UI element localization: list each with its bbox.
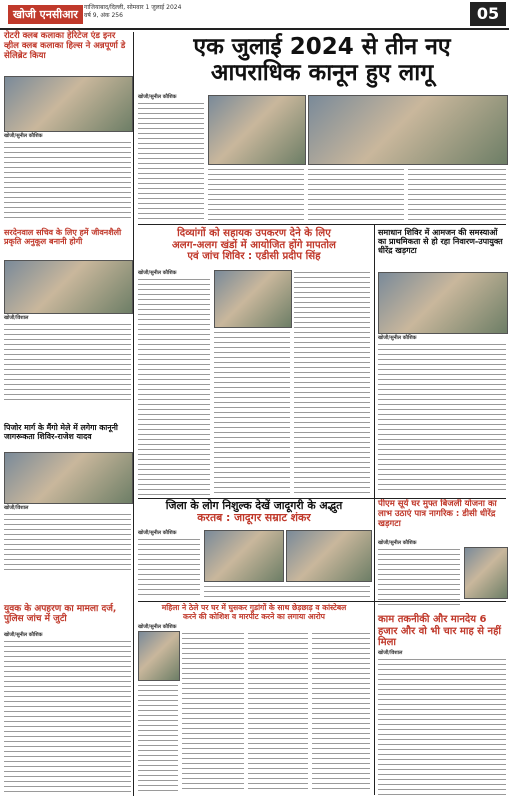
left-story-1-headline: रोटरी क्लब कलाका हेरिटेज एंड इनर व्हील क्लब कलाका हिल्स ने अन्नपूर्णा डे सेलिब्रेट किया: [4, 31, 126, 61]
right-story-1: [378, 228, 506, 341]
column-rule-right: [374, 225, 375, 795]
left-story-4-headline: युवक के अपहरण का मामला दर्ज, पुलिस जांच में जुटी: [4, 604, 117, 625]
article-text: [204, 584, 370, 597]
masthead: [0, 0, 509, 30]
byline: खोजी/सुनील कौशिक: [4, 632, 43, 638]
center-story-3-headline: जिला के लोग निशुल्क देखें जादूगरी के अद्भुत करतब : जादूगर सम्राट शंकर: [165, 499, 343, 525]
article-text: [408, 167, 506, 221]
divider: [138, 498, 506, 499]
photo-lead-2: [308, 95, 508, 165]
byline: खोजी/विशाल: [4, 315, 29, 321]
photo-mango-fair: [4, 452, 133, 504]
byline: खोजी/सुनील कौशिक: [378, 335, 417, 341]
divider: [138, 224, 506, 225]
article-text: [4, 639, 131, 794]
byline: खोजी/सुनील कौशिक: [4, 133, 43, 139]
article-text: [4, 512, 131, 572]
left-story-2-headline: सरदेनवाल सचिव के लिए हमें जीवनशैली प्रकृति अनुकूल बनानी होगी: [4, 228, 122, 247]
right-story-1-headline: समाधान शिविर में आमजन की समस्याओं का प्राथमिकता से हो रहा निवारण-उपायुक्त धीरेंद्र खड़गटा: [378, 228, 503, 256]
left-story-1: [4, 31, 131, 139]
center-story-2-headline: दिव्यांगों को सहायक उपकरण देने के लिए अलग-अलग खंडों में आयोजित होंगे मापतोल एवं जांच शिविर : एडीसी प्रदीप सिंह: [172, 228, 336, 263]
article-text: [4, 140, 131, 220]
article-text: [308, 167, 404, 221]
article-text: [138, 277, 210, 495]
article-text: [378, 342, 506, 494]
photo-dc: [464, 547, 508, 599]
right-story-3: [378, 614, 506, 656]
byline: खोजी/विशाल: [378, 650, 403, 656]
left-story-4: [4, 604, 131, 638]
byline: खोजी/सुनील कौशिक: [138, 94, 177, 100]
left-story-3: [4, 423, 131, 511]
article-text: [208, 167, 304, 221]
article-text: [182, 631, 244, 791]
photo-rotary-club: [4, 76, 133, 132]
newspaper-name: खोजी एनसीआर: [8, 5, 83, 24]
article-text: [294, 270, 370, 495]
date-line: गाजियाबाद/दिल्ली, सोमवार 1 जुलाई 2024 वर्ष 9, अंक 256: [84, 4, 182, 19]
photo-magician-1: [204, 530, 284, 582]
left-story-3-headline: पिजोर मार्ग के मैंगो मेले में लगेगा कानूनी जागरूकता शिविर-राजेश यादव: [4, 423, 118, 441]
photo-magician-2: [286, 530, 372, 582]
right-story-3-headline: काम तकनीकी और मानदेय 6 हजार और वो भी चार माह से नहीं मिला: [378, 614, 501, 648]
byline: खोजी/सुनील कौशिक: [378, 540, 417, 546]
article-text: [214, 330, 290, 495]
article-text: [138, 683, 178, 791]
divider: [138, 601, 506, 602]
article-text: [248, 631, 308, 791]
photo-adc: [214, 270, 292, 328]
right-story-2: [378, 499, 506, 546]
photo-samadhan-shivir: [378, 272, 508, 334]
article-text: [4, 322, 131, 402]
byline: खोजी/सुनील कौशिक: [138, 270, 177, 276]
article-text: [312, 631, 370, 791]
lead-headline: एक जुलाई 2024 से तीन नए आपराधिक कानून हुए लागू: [193, 34, 451, 86]
left-story-2: [4, 228, 131, 321]
photo-lead-1: [208, 95, 306, 165]
photo-woman: [138, 631, 180, 681]
article-text: [138, 537, 200, 597]
article-text: [378, 547, 460, 609]
center-story-4-headline: महिला ने ठेले पर घर में घुसकर गुडांगों के साथ छेड़छाड़ व कांस्टेबल करने की कोशिश व मारपीट करने का लगाया आरोप: [161, 603, 347, 621]
photo-group-event: [4, 260, 133, 314]
byline: खोजी/सुनील कौशिक: [138, 530, 177, 536]
byline: खोजी/विशाल: [4, 505, 29, 511]
article-text: [138, 101, 204, 221]
column-rule-left: [133, 32, 134, 796]
byline: खोजी/सुनील कौशिक: [138, 624, 177, 630]
article-text: [378, 657, 506, 797]
right-story-2-headline: पीएम सूर्य घर मुफ्त बिजली योजना का लाभ उठाएं पात्र नागरिक : डीसी धीरेंद्र खड़गटा: [378, 499, 497, 529]
page-number: 05: [470, 2, 506, 26]
